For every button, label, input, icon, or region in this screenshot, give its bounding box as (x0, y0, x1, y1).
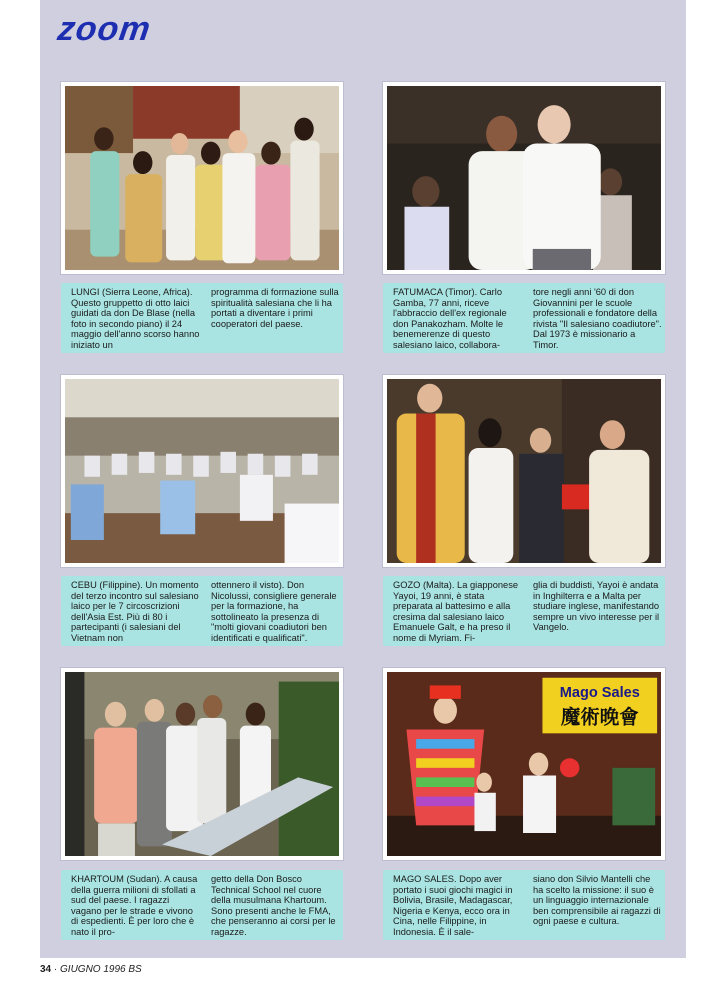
caption-text-left: MAGO SALES. Dopo aver portato i suoi giochi magici in Bolivia, Brasile, Madagascar, Nigeria e Kenya, ecco ora in Cina, nelle Filippine, in Indonesia. È il sale- (393, 874, 513, 937)
caption-text-left: CEBU (Filippine). Un momento del terzo incontro sul salesiano laico per le 7 circoscrizioni dell'Asia Est. Più di 80 i partecipanti (i salesiani del Vietnam non (71, 580, 199, 643)
caption-text-right: glia di buddisti, Yayoi è andata in Inghilterra e a Malta per studiare inglese, manifestando sempre un vivo interesse per il Vangelo. (533, 580, 660, 633)
banner-text (560, 685, 640, 729)
caption-khartoum (61, 870, 343, 940)
photo-fatumaca (383, 82, 665, 274)
caption-text-left: FATUMACA (Timor). Carlo Gamba, 77 anni, riceve l'abbraccio dell'ex regionale don Panakozham. Molte le benemerenze di questo salesiano laico, collabora- (393, 287, 507, 350)
caption-mago-sales (383, 870, 665, 940)
magazine-name: BS (128, 964, 142, 975)
caption-text-right: tore negli anni '60 di don Giovannini per le scuole professionali e fondatore della rivista "Il salesiano coadiutore". Dal 1973 è missionario a Timor. (533, 287, 662, 350)
banner-chinese: 魔術晚會 (560, 705, 639, 729)
page-footer: 34 · GIUGNO 1996 BS (40, 964, 142, 975)
section-title: zoom (55, 10, 154, 48)
photo-khartoum (61, 668, 343, 860)
photo-cebu (61, 375, 343, 567)
caption-text-left: LUNGI (Sierra Leone, Africa). Questo gruppetto di otto laici guidati da don De Blase (nella foto in secondo piano) il 24 maggio dell'anno scorso hanno iniziato un (71, 287, 200, 350)
caption-text-left: KHARTOUM (Sudan). A causa della guerra milioni di sfollati a sud del paese. I ragazzi vagano per le strade e vivono di espedienti. È per loro che è nato il pro- (71, 874, 198, 937)
caption-text-right: programma di formazione sulla spiritualità salesiana che li ha portati a diventare i primi cooperatori del paese. (211, 287, 339, 329)
caption-text-right: ottennero il visto). Don Nicolussi, consigliere generale per la formazione, ha sottolineato la presenza di "molti giovani coadiutori ben identificati e qualificati". (211, 580, 337, 643)
photo-mago-sales (383, 668, 665, 860)
caption-text-left: GOZO (Malta). La giapponese Yayoi, 19 anni, è stata preparata al battesimo e alla cresima dal salesiano laico Emanuele Galt, e ha preso il nome di Myriam. Fi- (393, 580, 519, 643)
caption-fatumaca (383, 283, 665, 353)
caption-text-right: getto della Don Bosco Technical School nel cuore della musulmana Khartoum. Sono presenti anche le FMA, che penseranno ai corsi per le ragazze. (211, 874, 336, 937)
issue-date: GIUGNO 1996 (60, 964, 126, 975)
page-number: 34 (40, 964, 52, 975)
caption-gozo (383, 576, 665, 646)
banner-title: Mago Sales (559, 684, 640, 701)
caption-text-right: siano don Silvio Mantelli che ha scelto la missione: il suo è un linguaggio internazionale ben comprensibile ai ragazzi di ogni paese e cultura. (533, 874, 661, 927)
photo-gozo (383, 375, 665, 567)
caption-cebu (61, 576, 343, 646)
caption-lungi (61, 283, 343, 353)
photo-lungi (61, 82, 343, 274)
